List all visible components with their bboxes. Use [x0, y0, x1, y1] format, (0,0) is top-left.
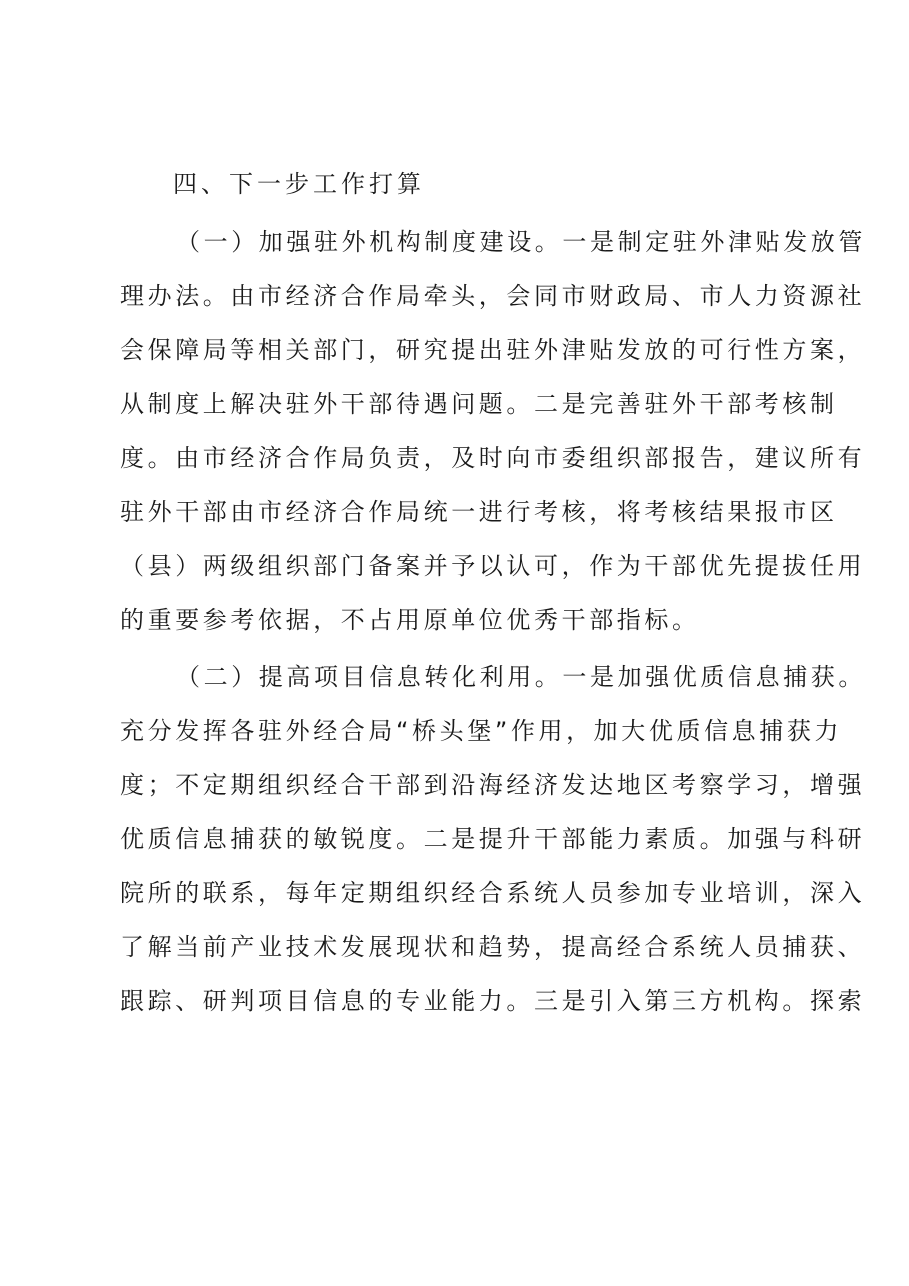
paragraph-project-information — [120, 650, 866, 1028]
paragraph-line: 院所的联系，每年定期组织经合系统人员参加专业培训，深入 — [120, 879, 866, 907]
paragraph-line: （二）提高项目信息转化利用。一是加强优质信息捕获。 — [176, 663, 866, 691]
paragraph-line: 理办法。由市经济合作局牵头，会同市财政局、市人力资源社 — [120, 282, 866, 310]
paragraph-line: 从制度上解决驻外干部待遇问题。二是完善驻外干部考核制 — [120, 390, 838, 418]
paragraph-line: 驻外干部由市经济合作局统一进行考核，将考核结果报市区 — [120, 498, 838, 526]
paragraph-line: 的重要参考依据，不占用原单位优秀干部指标。 — [120, 606, 700, 634]
paragraph-line: 了解当前产业技术发展现状和趋势，提高经合系统人员捕获、 — [120, 933, 866, 961]
paragraph-line: 充分发挥各驻外经合局“桥头堡”作用，加大优质信息捕获力 — [120, 717, 843, 745]
paragraph-line: 跟踪、研判项目信息的专业能力。三是引入第三方机构。探索 — [120, 987, 866, 1015]
paragraph-line: 度；不定期组织经合干部到沿海经济发达地区考察学习，增强 — [120, 771, 866, 799]
paragraph-line: 度。由市经济合作局负责，及时向市委组织部报告，建议所有 — [120, 444, 866, 472]
paragraph-line: 优质信息捕获的敏锐度。二是提升干部能力素质。加强与科研 — [120, 825, 866, 853]
paragraph-line: （一）加强驻外机构制度建设。一是制定驻外津贴发放管 — [176, 228, 866, 256]
paragraph-line: （县）两级组织部门备案并予以认可，作为干部优先提拔任用 — [120, 552, 866, 580]
paragraph-line: 会保障局等相关部门，研究提出驻外津贴发放的可行性方案， — [120, 336, 866, 364]
section-heading: 四、下一步工作打算 — [173, 170, 425, 198]
paragraph-institution-building — [120, 215, 866, 647]
